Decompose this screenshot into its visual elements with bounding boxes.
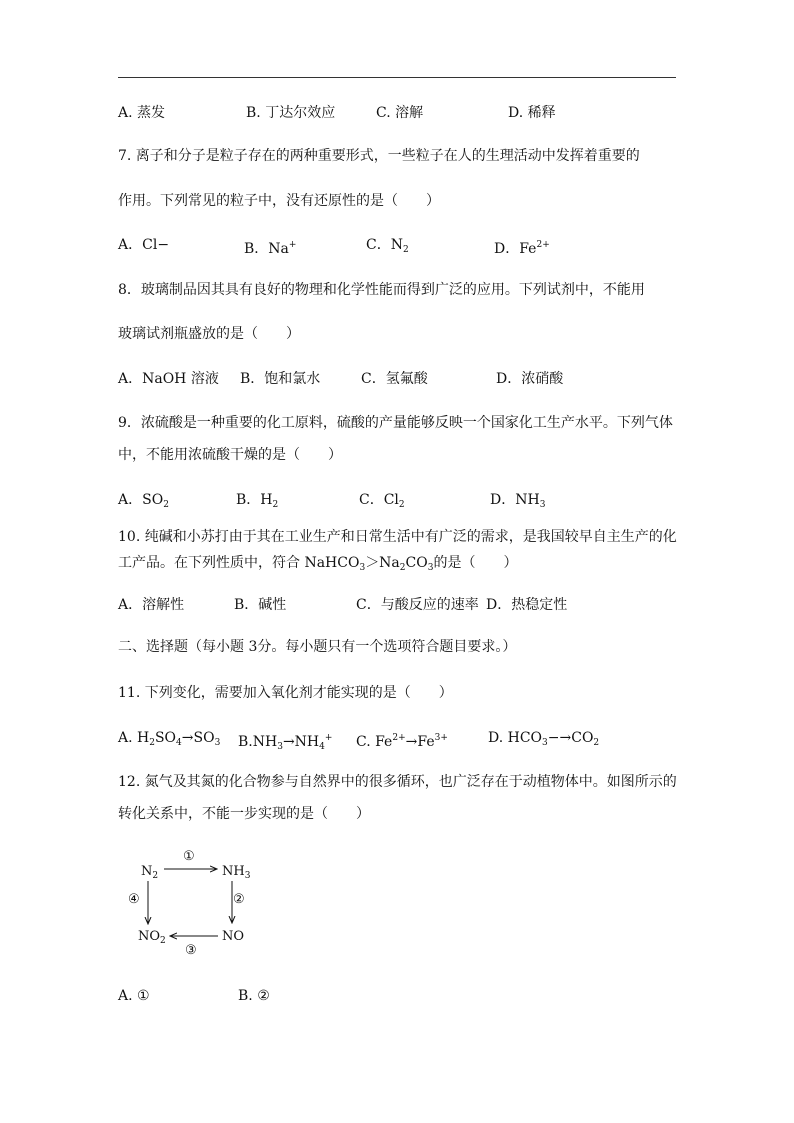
q10-option-a[interactable]: A．溶解性 (118, 597, 185, 613)
q11-b-s2: 4 (319, 742, 325, 752)
q8-option-b[interactable]: B．饱和氯水 (240, 371, 321, 387)
q11-d-s1: 3 (542, 738, 548, 748)
q7-option-d-text: D．Fe (494, 241, 537, 257)
q12-option-b[interactable]: B. ② (238, 988, 270, 1004)
q7-option-a-charge: − (157, 237, 170, 253)
q12-option-a[interactable]: A. ① (118, 988, 150, 1004)
q11-a-p3: →SO (181, 730, 215, 746)
q6-option-d[interactable]: D. 稀释 (508, 105, 556, 121)
q11-d-p1: D. HCO (488, 730, 543, 746)
q10-stem-sub3: 3 (427, 563, 434, 573)
q8-option-d[interactable]: D．浓硝酸 (496, 371, 564, 387)
q8-option-a[interactable]: A．NaOH 溶液 (118, 371, 219, 387)
nh3-text: NH (222, 864, 245, 879)
q8-stem-line2: 玻璃试剂瓶盛放的是（ ） (118, 326, 300, 342)
q10-stem-sub1: 3 (359, 563, 366, 573)
q8-stem-line1: 8．玻璃制品因其具有良好的物理和化学性能而得到广泛的应用。下列试剂中，不能用 (118, 282, 645, 298)
q10-option-c[interactable]: C．与酸反应的速率 (356, 597, 479, 613)
q6-option-c[interactable]: C. 溶解 (376, 105, 424, 121)
q9-option-a-subscript: 2 (163, 500, 169, 510)
q11-b-charge: + (324, 733, 333, 743)
q9-option-c-text: C．Cl (359, 492, 399, 508)
q11-d-s2: 2 (593, 738, 600, 748)
n2-subscript: 2 (152, 871, 159, 881)
q11-a-p2: SO (154, 730, 177, 746)
q10-stem-text-d: 的是（ ） (433, 555, 518, 571)
step-4-marker: ④ (128, 892, 140, 907)
step-1-marker: ① (183, 849, 195, 864)
q7-option-b-text: B．Na (244, 241, 289, 257)
q10-stem-text-a: 工产品。在下列性质中，符合 NaHCO (118, 555, 360, 571)
step-2-marker: ② (233, 892, 245, 907)
q11-b-s1: 3 (277, 742, 283, 752)
q11-b-p2: →NH (282, 734, 320, 750)
q7-option-c-subscript: 2 (402, 245, 409, 255)
q7-option-a-text: A．Cl (118, 237, 158, 253)
q7-stem-line1: 7. 离子和分子是粒子存在的两种重要形式，一些粒子在人的生理活动中发挥着重要的 (118, 148, 640, 164)
q10-stem-text-b: ＞Na (365, 555, 400, 571)
q11-b-p1: B.NH (238, 734, 278, 750)
q10-stem-sub2: 2 (399, 563, 406, 573)
q8-option-c[interactable]: C．氢氟酸 (361, 371, 428, 387)
step-3-marker: ③ (185, 943, 197, 958)
q11-a-s2: 4 (176, 738, 182, 748)
q11-d-charge: − (547, 730, 560, 746)
q7-option-d-charge: 2+ (536, 240, 550, 250)
q10-option-d[interactable]: D．热稳定性 (486, 597, 568, 613)
q11-d-p2: →CO (559, 730, 594, 746)
q9-option-d-subscript: 3 (539, 500, 546, 510)
q11-c-p1: C. Fe (356, 734, 393, 750)
q9-option-c-subscript: 2 (398, 500, 405, 510)
q7-stem-line2: 作用。下列常见的粒子中，没有还原性的是（ ） (118, 193, 440, 209)
q12-stem-line1: 12. 氮气及其氮的化合物参与自然界中的很多循环，也广泛存在于动植物体中。如图所示的 (118, 774, 677, 790)
q9-option-a-text: A．SO (118, 492, 164, 508)
nh3-subscript: 3 (244, 871, 251, 881)
diagram-node-no: NO (222, 929, 245, 944)
q12-stem-line2: 转化关系中，不能一步实现的是（ ） (118, 806, 370, 822)
q11-a-s3: 3 (214, 738, 221, 748)
no2-subscript: 2 (160, 936, 166, 946)
q7-option-b-charge: + (288, 240, 297, 250)
section-2-heading: 二、选择题（每小题 3分。每小题只有一个选项符合题目要求。） (118, 639, 517, 655)
q11-c-charge2: 3+ (434, 733, 448, 743)
q10-stem-text-c: CO (405, 555, 428, 571)
n2-text: N (141, 864, 153, 879)
q11-c-p2: →Fe (405, 734, 435, 750)
q9-option-d-text: D．NH (490, 492, 540, 508)
q6-option-b[interactable]: B. 丁达尔效应 (246, 105, 336, 121)
q9-option-b-text: B．H (236, 492, 273, 508)
q7-option-c-text: C．N (366, 237, 403, 253)
q9-option-b-subscript: 2 (272, 500, 279, 510)
q11-stem: 11. 下列变化，需要加入氧化剂才能实现的是（ ） (118, 685, 453, 701)
q6-option-a[interactable]: A. 蒸发 (118, 105, 166, 121)
q10-stem-line1: 10. 纯碱和小苏打由于其在工业生产和日常生活中有广泛的需求，是我国较早自主生产的化 (118, 529, 677, 545)
no2-text: NO (138, 929, 161, 944)
q9-stem-line1: 9．浓硫酸是一种重要的化工原料，硫酸的产量能够反映一个国家化工生产水平。下列气体 (118, 415, 673, 431)
q11-a-s1: 2 (149, 738, 155, 748)
q9-stem-line2: 中，不能用浓硫酸干燥的是（ ） (118, 447, 342, 463)
q11-a-p1: A. H (118, 730, 150, 746)
q10-option-b[interactable]: B．碱性 (234, 597, 287, 613)
q11-c-charge1: 2+ (392, 733, 406, 743)
